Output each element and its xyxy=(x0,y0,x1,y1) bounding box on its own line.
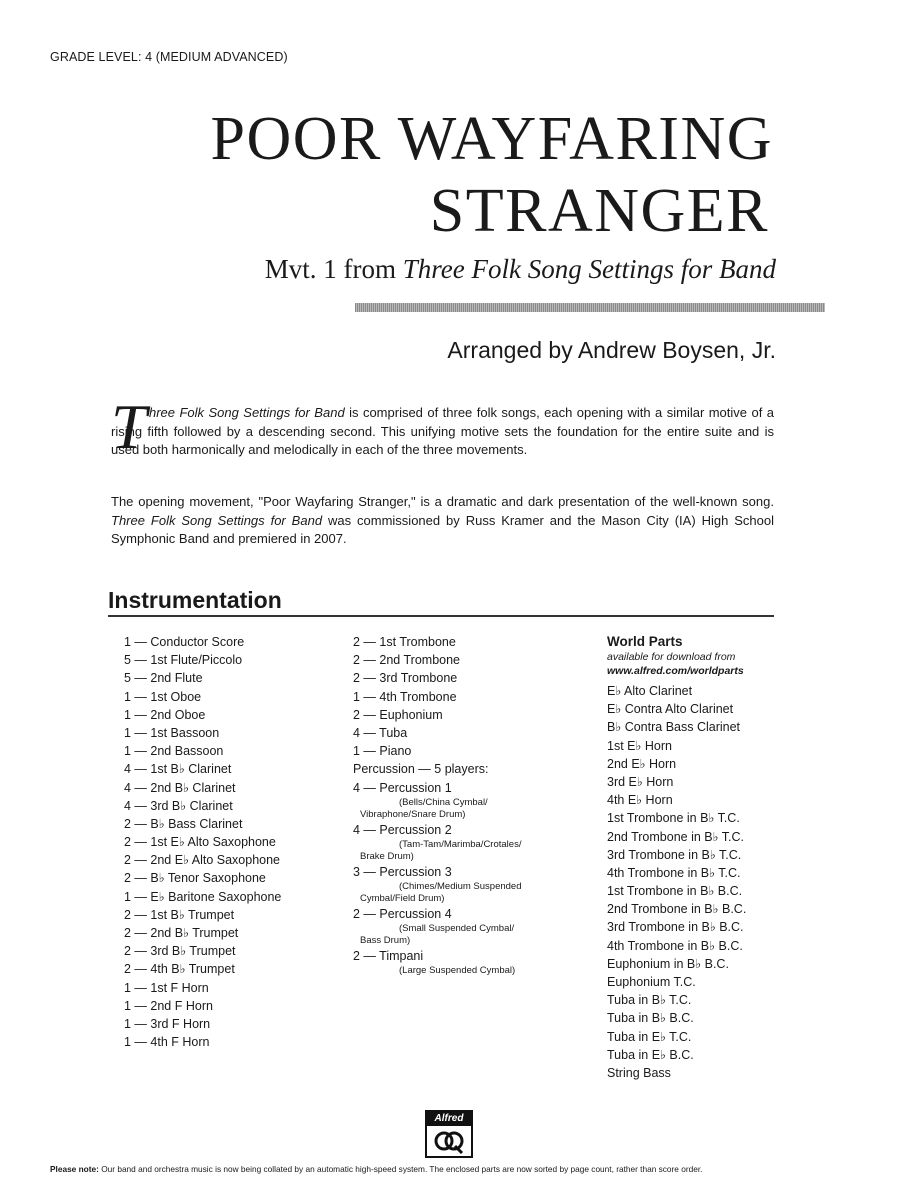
list-item: 1 — 1st F Horn xyxy=(124,980,209,995)
list-item: 2nd E♭ Horn xyxy=(607,756,677,771)
list-item: 1 — 1st Bassoon xyxy=(124,725,220,740)
subtitle-prefix: Mvt. 1 from xyxy=(264,254,403,284)
alfred-mark-icon xyxy=(434,1129,464,1154)
list-item: 4th Trombone in B♭ T.C. xyxy=(607,865,741,880)
list-item: 5 — 1st Flute/Piccolo xyxy=(124,653,243,668)
percussion-header: Percussion — 5 players: xyxy=(353,762,489,777)
list-item: 1 — Piano xyxy=(353,744,412,759)
list-item: 2 — 3rd B♭ Trumpet xyxy=(124,944,236,959)
intro-paragraph-1 xyxy=(111,404,774,460)
list-item: 4th Trombone in B♭ B.C. xyxy=(607,938,743,953)
list-item: 4 — 1st B♭ Clarinet xyxy=(124,762,232,777)
percussion-detail: Bass Drum) xyxy=(360,935,411,947)
list-item: Tuba in E♭ B.C. xyxy=(607,1047,694,1062)
world-parts-url: www.alfred.com/worldparts xyxy=(607,665,744,677)
list-item: 2nd Trombone in B♭ B.C. xyxy=(607,902,747,917)
list-item: 4 — 3rd B♭ Clarinet xyxy=(124,798,233,813)
arranger: Arranged by Andrew Boysen, Jr. xyxy=(447,337,776,363)
footer-text: Our band and orchestra music is now being collated by an automatic high-speed system. The enclosed parts are now sorted by page count, rather than score order. xyxy=(98,1164,703,1174)
alfred-logo xyxy=(425,1110,473,1158)
instrumentation-rule xyxy=(108,615,774,617)
list-item: 1 — 3rd F Horn xyxy=(124,1016,211,1031)
list-item: Tuba in E♭ T.C. xyxy=(607,1029,692,1044)
list-item: 2nd Trombone in B♭ T.C. xyxy=(607,829,744,844)
percussion-detail: Vibraphone/Snare Drum) xyxy=(360,808,466,820)
list-item: 1 — 4th F Horn xyxy=(124,1035,210,1050)
percussion-detail: Cymbal/Field Drum) xyxy=(360,893,445,905)
footer-note xyxy=(50,1164,702,1174)
list-item: 1 — 2nd Bassoon xyxy=(124,744,224,759)
list-item: 2 — Percussion 4 xyxy=(353,907,452,922)
logo-text: Alfred xyxy=(427,1112,471,1126)
list-item: 3rd Trombone in B♭ T.C. xyxy=(607,847,742,862)
subtitle-work: Three Folk Song Settings for Band xyxy=(402,254,776,284)
list-item: 1 — 2nd Oboe xyxy=(124,707,206,722)
instrument-column-2 xyxy=(353,633,522,977)
list-item: Euphonium in B♭ B.C. xyxy=(607,956,729,971)
list-item: 2 — 1st Trombone xyxy=(353,635,456,649)
world-parts-heading: World Parts xyxy=(607,634,683,649)
list-item: 3rd E♭ Horn xyxy=(607,774,674,789)
list-item: 4 — 2nd B♭ Clarinet xyxy=(124,780,236,795)
percussion-detail: (Large Suspended Cymbal) xyxy=(399,965,516,977)
list-item: 1st Trombone in B♭ T.C. xyxy=(607,811,740,826)
intro-p2-italic: Three Folk Song Settings for Band xyxy=(111,512,323,528)
subtitle xyxy=(265,254,776,285)
list-item: 4 — Tuba xyxy=(353,725,408,740)
intro-p2-text-a: The opening movement, "Poor Wayfaring Stranger," is a dramatic and dark presentation of the well-known song. xyxy=(111,494,774,509)
percussion-detail: Brake Drum) xyxy=(360,850,414,862)
list-item: 2 — B♭ Bass Clarinet xyxy=(124,816,243,831)
list-item: 2 — Timpani xyxy=(353,949,424,964)
list-item: 1 — 1st Oboe xyxy=(124,689,202,704)
list-item: Tuba in B♭ B.C. xyxy=(607,1011,694,1026)
title-rule xyxy=(355,303,825,312)
list-item: 4 — Percussion 2 xyxy=(353,822,452,837)
list-item: 2 — 2nd E♭ Alto Saxophone xyxy=(124,853,281,868)
footer-label: Please note: xyxy=(50,1164,99,1174)
drop-cap: T xyxy=(111,391,147,462)
world-parts-note: available for download from xyxy=(607,651,736,663)
list-item: String Bass xyxy=(607,1065,671,1080)
list-item: 2 — 2nd Trombone xyxy=(353,653,461,668)
list-item: 2 — Euphonium xyxy=(353,707,443,722)
instrument-column-1 xyxy=(124,633,281,1051)
instrumentation-heading: Instrumentation xyxy=(108,587,282,613)
list-item: 2 — 2nd B♭ Trumpet xyxy=(124,926,239,940)
list-item: 2 — 3rd Trombone xyxy=(353,671,458,686)
list-item: 2 — 1st B♭ Trumpet xyxy=(124,907,235,922)
list-item: Tuba in B♭ T.C. xyxy=(607,993,692,1008)
world-parts-column xyxy=(607,633,746,1082)
percussion-detail: (Small Suspended Cymbal/ xyxy=(399,923,515,935)
list-item: 4th E♭ Horn xyxy=(607,793,673,808)
title-line-1: POOR WAYFARING xyxy=(210,105,773,173)
percussion-detail: (Tam-Tam/Marimba/Crotales/ xyxy=(399,838,522,850)
list-item: 2 — 4th B♭ Trumpet xyxy=(124,962,235,977)
list-item: E♭ Alto Clarinet xyxy=(607,684,693,698)
percussion-detail: (Chimes/Medium Suspended xyxy=(399,881,522,893)
list-item: 1 — 2nd F Horn xyxy=(124,998,213,1013)
title-line-2: STRANGER xyxy=(429,177,769,245)
percussion-detail: (Bells/China Cymbal/ xyxy=(399,796,488,808)
list-item: 1 — Conductor Score xyxy=(124,635,245,649)
list-item: Euphonium T.C. xyxy=(607,975,696,989)
list-item: B♭ Contra Bass Clarinet xyxy=(607,720,741,735)
list-item: 4 — Percussion 1 xyxy=(353,780,452,795)
list-item: 3rd Trombone in B♭ B.C. xyxy=(607,920,744,935)
list-item: 1st Trombone in B♭ B.C. xyxy=(607,884,743,899)
intro-paragraph-2 xyxy=(111,493,774,549)
intro-p1-italic: hree Folk Song Settings for Band xyxy=(149,405,345,420)
grade-level: GRADE LEVEL: 4 (MEDIUM ADVANCED) xyxy=(50,50,288,64)
list-item: 1st E♭ Horn xyxy=(607,738,672,753)
list-item: 1 — 4th Trombone xyxy=(353,689,457,704)
list-item: 2 — 1st E♭ Alto Saxophone xyxy=(124,835,276,850)
list-item: 3 — Percussion 3 xyxy=(353,864,452,879)
list-item: 5 — 2nd Flute xyxy=(124,671,203,686)
intro-p2-text-b: was commissioned by Russ Kramer and the Mason City (IA) High School Symphonic Band and premiered in 2007. xyxy=(111,512,774,546)
intro-p1-text: is comprised of three folk songs, each opening with a similar motive of a rising fifth followed by a descending second. This unifying motive sets the foundation for the entire suite and is used both harmonically and melodically in each of the three movements. xyxy=(111,405,774,457)
list-item: E♭ Contra Alto Clarinet xyxy=(607,702,734,717)
list-item: 2 — B♭ Tenor Saxophone xyxy=(124,871,266,886)
list-item: 1 — E♭ Baritone Saxophone xyxy=(124,889,282,904)
